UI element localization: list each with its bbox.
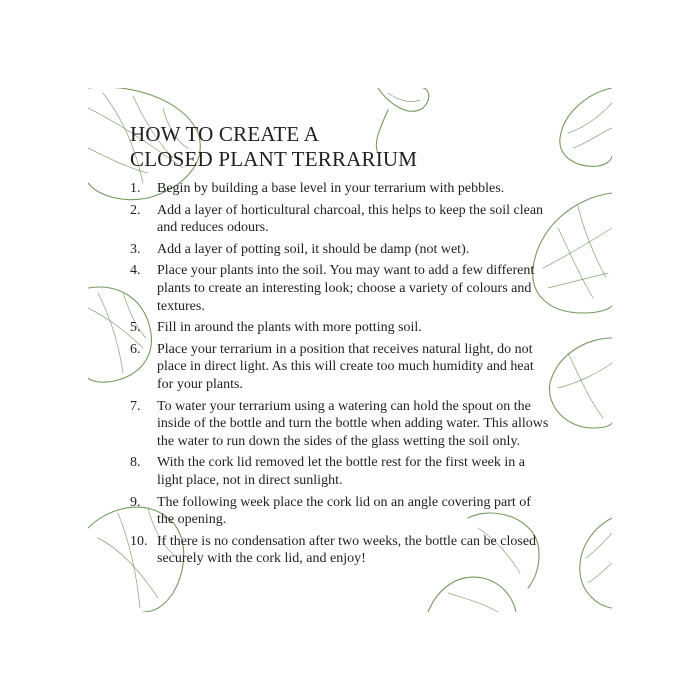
instructions-content — [88, 88, 612, 612]
step-8 — [130, 454, 550, 489]
page-title — [130, 122, 417, 172]
terrarium-card — [88, 88, 612, 612]
step-number: 6. — [130, 341, 141, 357]
step-2 — [130, 202, 550, 237]
step-number: 9. — [130, 494, 141, 510]
step-number: 2. — [130, 202, 141, 218]
step-number: 4. — [130, 263, 141, 279]
step-text: With the cork lid removed let the bottle rest for the first week in a light place, not in direct sunlight. — [157, 455, 525, 488]
step-text: Fill in around the plants with more potting soil. — [157, 320, 422, 336]
step-text: If there is no condensation after two weeks, the bottle can be closed securely with the cork lid, and enjoy! — [157, 533, 537, 567]
step-9 — [130, 494, 550, 529]
step-4 — [130, 262, 550, 315]
step-text: Place your terrarium in a position that receives natural light, do not place in direct light. As this will create too much humidity and heat for your plants. — [157, 341, 534, 392]
step-6 — [130, 341, 550, 394]
steps-list — [130, 180, 550, 572]
step-text: Begin by building a base level in your terrarium with pebbles. — [157, 181, 505, 196]
step-text: To water your terrarium using a watering can hold the spout on the inside of the bottle and turn the bottle when adding water. This allows the water to run down the sides of the glass wetting the soil only. — [157, 398, 549, 449]
title-line-2: CLOSED PLANT TERRARIUM — [130, 147, 418, 171]
step-number: 8. — [130, 455, 141, 471]
title-line-1: HOW TO CREATE A — [130, 122, 320, 146]
step-number: 10. — [130, 533, 148, 549]
step-text: Add a layer of horticultural charcoal, this helps to keep the soil clean and reduces odours. — [157, 202, 544, 236]
step-7 — [130, 398, 550, 451]
step-number: 5. — [130, 320, 141, 336]
step-3 — [130, 241, 550, 259]
step-10 — [130, 533, 550, 568]
step-5 — [130, 319, 550, 337]
step-text: Place your plants into the soil. You may want to add a few different plants to create an interesting look; choose a variety of colours and textures. — [157, 263, 535, 314]
step-1 — [130, 180, 550, 198]
step-text: Add a layer of potting soil, it should be damp (not wet). — [157, 241, 470, 257]
step-number: 7. — [130, 398, 141, 414]
step-number: 1. — [130, 181, 141, 196]
step-number: 3. — [130, 241, 141, 257]
step-text: The following week place the cork lid on an angle covering part of the opening. — [157, 494, 531, 528]
